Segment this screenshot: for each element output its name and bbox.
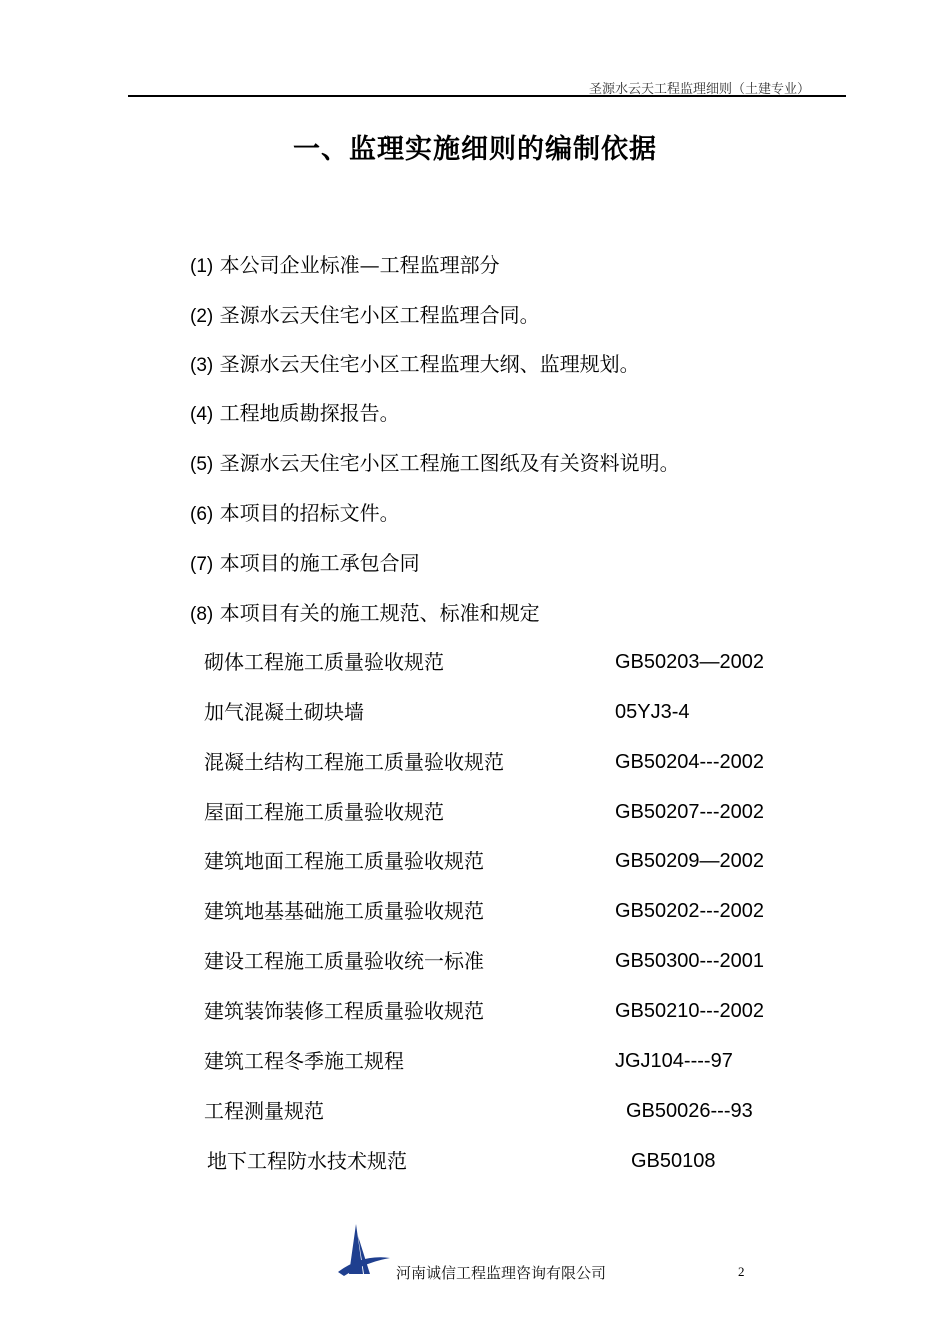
basis-item-text: 本项目的招标文件。 <box>219 501 400 525</box>
standard-name: 建设工程施工质量验收统一标准 <box>204 949 484 973</box>
standard-name: 地下工程防水技术规范 <box>207 1149 407 1173</box>
standard-code: GB50204---2002 <box>615 751 764 773</box>
basis-item-number: (4) <box>190 404 214 425</box>
standard-code: GB50210---2002 <box>615 1000 764 1022</box>
standard-name: 工程测量规范 <box>204 1099 324 1123</box>
standard-name: 建筑装饰装修工程质量验收规范 <box>204 999 484 1023</box>
standard-name: 建筑地面工程施工质量验收规范 <box>204 849 484 873</box>
standard-name: 加气混凝土砌块墙 <box>204 700 364 724</box>
basis-item-number: (7) <box>190 554 214 575</box>
basis-item <box>190 398 400 428</box>
basis-item-text: 本项目的施工承包合同 <box>219 551 420 575</box>
standard-row <box>0 747 950 777</box>
basis-item <box>190 598 540 628</box>
basis-item-text: 圣源水云天住宅小区工程监理合同。 <box>219 303 540 327</box>
page-number: 2 <box>738 1264 745 1279</box>
standard-name: 屋面工程施工质量验收规范 <box>204 800 444 824</box>
standard-code: GB50207---2002 <box>615 801 764 823</box>
standard-row <box>0 946 950 976</box>
standard-code: JGJ104----97 <box>615 1050 733 1072</box>
company-logo-icon <box>336 1222 392 1278</box>
standard-row <box>0 1146 950 1176</box>
standard-name: 混凝土结构工程施工质量验收规范 <box>204 750 504 774</box>
basis-item <box>190 448 680 478</box>
standard-code: GB50202---2002 <box>615 900 764 922</box>
footer-company: 河南诚信工程监理咨询有限公司 <box>396 1264 607 1282</box>
basis-item-text: 圣源水云天住宅小区工程施工图纸及有关资料说明。 <box>219 451 680 475</box>
basis-item <box>190 498 400 528</box>
basis-item <box>190 349 640 379</box>
basis-item-number: (2) <box>190 306 214 327</box>
standard-code: GB50026---93 <box>626 1100 753 1122</box>
basis-item <box>190 250 500 280</box>
running-header: 圣源水云天工程监理细则（土建专业） <box>588 82 810 97</box>
basis-item <box>190 300 540 330</box>
standard-code: 05YJ3-4 <box>615 701 690 723</box>
basis-item-number: (6) <box>190 504 214 525</box>
basis-item-number: (3) <box>190 355 214 376</box>
basis-item-text: 本公司企业标准—工程监理部分 <box>219 253 500 277</box>
page-title: 一、监理实施细则的编制依据 <box>293 134 657 165</box>
standard-name: 建筑地基基础施工质量验收规范 <box>204 899 484 923</box>
basis-item-number: (5) <box>190 454 214 475</box>
standard-row <box>0 697 950 727</box>
basis-item-number: (1) <box>190 256 214 277</box>
standard-code: GB50300---2001 <box>615 950 764 972</box>
standard-row <box>0 846 950 876</box>
standard-row <box>0 896 950 926</box>
standard-row <box>0 1096 950 1126</box>
standard-code: GB50108 <box>631 1150 716 1172</box>
header-rule <box>128 95 846 97</box>
standard-row <box>0 1046 950 1076</box>
basis-item-text: 本项目有关的施工规范、标准和规定 <box>219 601 540 625</box>
basis-item-text: 工程地质勘探报告。 <box>219 401 400 425</box>
basis-item-number: (8) <box>190 604 214 625</box>
standard-code: GB50209—2002 <box>615 850 765 872</box>
basis-item-text: 圣源水云天住宅小区工程监理大纲、监理规划。 <box>219 352 640 376</box>
standard-name: 建筑工程冬季施工规程 <box>204 1049 404 1073</box>
standard-row <box>0 797 950 827</box>
standard-row <box>0 996 950 1026</box>
basis-item <box>190 548 420 578</box>
standard-name: 砌体工程施工质量验收规范 <box>204 650 444 674</box>
standard-code: GB50203—2002 <box>615 651 765 673</box>
standard-row <box>0 647 950 677</box>
